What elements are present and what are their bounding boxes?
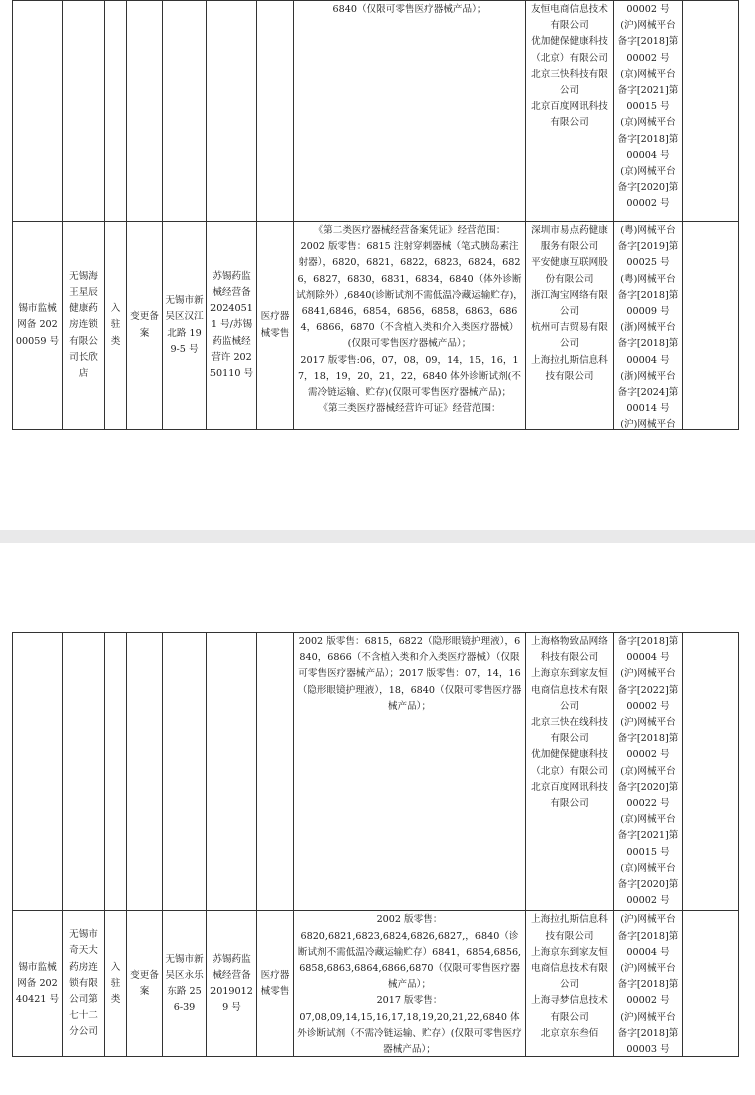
platform-record: (京)网械平台备字[2021]第 00015 号 xyxy=(617,814,682,858)
scope-line: 07,08,09,14,15,16,17,18,19,20,21,22,6840 体外诊断试剂（不需冷链运输、贮存）(仅限可零售医疗器械产品）； xyxy=(297,1011,522,1056)
platform-name: 平安健康互联网股份有限公司 xyxy=(531,257,608,285)
platform-record-cell xyxy=(614,1,683,222)
scope-cell xyxy=(294,633,526,911)
page-2 xyxy=(0,543,755,1095)
platform-record: (沪)网械平台备字[2018]第 00003 号 xyxy=(617,1011,682,1056)
platform-name: 优加健保健康科技（北京）有限公司 xyxy=(531,749,608,777)
platform-name: 北京百度网讯科技有限公司 xyxy=(531,781,608,810)
platform-name: 北京三快在线科技有限公司 xyxy=(531,717,608,745)
platform-record: (沪)网械平台备字[2018]第 00002 号 xyxy=(617,717,682,761)
platform-cell xyxy=(526,911,614,1057)
license-cell: 苏锡药监械经营备 20190129 号 xyxy=(207,911,257,1057)
platform-record: (京)网械平台备字[2021]第 00015 号 xyxy=(617,68,682,113)
platform-record: (浙)网械平台备字[2024]第 00014 号 xyxy=(617,370,682,415)
scope-line: 2002 版零售：6815，6822（隐形眼镜护理液），6840，6866（不含植入类和介入类医疗器械）（仅限可零售医疗器械产品）；2017 版零售：07，14，16（隐形眼镜护理液），18，6840（仅限可零售医疗器械产品）； xyxy=(297,636,522,712)
record-no-cell: 锡市监械网备 20200059 号 xyxy=(13,222,63,430)
platform-record: (粤)网械平台备字[2019]第 00025 号 xyxy=(617,225,682,269)
category-cell: 医疗器械零售 xyxy=(257,222,294,430)
table-row xyxy=(13,911,739,1057)
platform-record-cell xyxy=(614,911,683,1057)
scope-line: 2017 版零售:06，07，08，09，14，15，16，17，18，19，20，21，22，6840 体外诊断试剂(不需冷链运输、贮存)(仅限可零售医疗器械产品)； xyxy=(297,354,522,399)
platform-name: 上海拉扎斯信息科技有限公司 xyxy=(531,354,608,382)
license-cell: 苏锡药监械经营备 20240511 号/苏锡药监械经营许 20250110 号 xyxy=(207,222,257,430)
category-cell xyxy=(257,633,294,911)
scope-line: 6820,6821,6823,6824,6826,6827,，6840（诊断试剂不需低温冷藏运输贮存）6841，6854,6856,6858,6863,6864,6866,6870（仅限可零售医疗器械产品）； xyxy=(297,930,522,991)
scope-cell xyxy=(294,911,526,1057)
action-cell: 变更备案 xyxy=(127,222,163,430)
platform-name: 浙江淘宝网络有限公司 xyxy=(531,289,608,318)
address-cell: 无锡市新吴区永乐东路 256-39 xyxy=(163,911,207,1057)
platform-record: (浙)网械平台备字[2018]第 00004 号 xyxy=(617,322,682,366)
company-cell xyxy=(63,1,105,222)
platform-name: 北京三快科技有限公司 xyxy=(531,68,608,97)
company-cell: 无锡市奇天大药房连锁有限公司第七十二分公司 xyxy=(63,911,105,1057)
address-cell xyxy=(163,633,207,911)
category-cell: 医疗器械零售 xyxy=(257,911,294,1057)
platform-record: 00002 号 xyxy=(626,4,670,15)
record-no-cell: 锡市监械网备 20240421 号 xyxy=(13,911,63,1057)
platform-name: 上海京东到家友恒电商信息技术有限公司 xyxy=(531,946,608,991)
platform-record-cell xyxy=(614,222,683,430)
page-1 xyxy=(0,0,755,530)
platform-name: 北京京东叁佰 xyxy=(540,1027,599,1039)
platform-record: (京)网械平台备字[2018]第 00004 号 xyxy=(617,117,682,161)
scope-cell xyxy=(294,222,526,430)
type-cell xyxy=(105,1,127,222)
platform-name: 上海拉扎斯信息科技有限公司 xyxy=(531,914,608,942)
platform-cell xyxy=(526,1,614,222)
remark-cell xyxy=(683,911,739,1057)
scope-line: 《第三类医疗器械经营许可证》经营范围： xyxy=(318,403,501,415)
address-cell: 无锡市新吴区汉江北路 199-5 号 xyxy=(163,222,207,430)
platform-record: (京)网械平台备字[2020]第 00002 号 xyxy=(617,166,682,210)
platform-record: 备字[2018]第 00004 号 xyxy=(617,636,682,664)
platform-record: (沪)网械平台备字[2018]第 00002 号 xyxy=(617,963,682,1007)
category-cell xyxy=(257,1,294,222)
page-separator xyxy=(0,530,755,543)
table-row xyxy=(13,1,739,222)
platform-record: (沪)网械平台 xyxy=(620,419,676,431)
type-cell xyxy=(105,633,127,911)
type-cell: 入驻类 xyxy=(105,911,127,1057)
platform-name: 优加健保健康科技（北京）有限公司 xyxy=(531,36,608,64)
platform-record-cell xyxy=(614,633,683,911)
platform-name: 上海格物致品网络科技有限公司 xyxy=(531,636,608,664)
table-row xyxy=(13,633,739,911)
remark-cell xyxy=(683,222,739,430)
record-no-cell xyxy=(13,633,63,911)
action-cell xyxy=(127,1,163,222)
company-cell xyxy=(63,633,105,911)
action-cell xyxy=(127,633,163,911)
scope-cell xyxy=(294,1,526,222)
record-table-page-2 xyxy=(12,632,739,1057)
platform-record: (京)网械平台备字[2020]第 00022 号 xyxy=(617,765,682,810)
platform-record: (沪)网械平台备字[2018]第 00002 号 xyxy=(617,20,682,64)
platform-cell xyxy=(526,222,614,430)
scope-line: 2017 版零售： xyxy=(376,995,443,1007)
platform-record: (沪)网械平台备字[2018]第 00004 号 xyxy=(617,914,682,958)
remark-cell xyxy=(683,1,739,222)
platform-name: 杭州可吉贸易有限公司 xyxy=(531,322,608,350)
platform-record: (京)网械平台备字[2020]第 00002 号 xyxy=(617,862,682,907)
platform-record: (沪)网械平台备字[2022]第 00002 号 xyxy=(617,668,682,712)
platform-name: 北京百度网讯科技有限公司 xyxy=(531,101,608,129)
platform-name: 深圳市易点药健康服务有限公司 xyxy=(531,225,608,253)
license-cell xyxy=(207,633,257,911)
license-cell xyxy=(207,1,257,222)
scope-line: 6840（仅限可零售医疗器械产品）； xyxy=(332,4,487,15)
type-cell: 入驻类 xyxy=(105,222,127,430)
table-row xyxy=(13,222,739,430)
scope-line: 2002 版零售：6815 注射穿刺器械（笔式胰岛素注射器），6820，6821，6822，6823，6824，6826，6827，6830，6831，6834，6840（体外诊断试剂除外）,6840(诊断试剂不需低温冷藏运输贮存)，6841,6846，6854，6856，6858，6863，6864，6866，6870（不含植入类和介入类医疗器械）(仅限可零售医疗器械产品）； xyxy=(296,241,523,350)
address-cell xyxy=(163,1,207,222)
platform-record: (粤)网械平台备字[2018]第 00009 号 xyxy=(617,273,682,318)
record-table-page-1 xyxy=(12,0,739,430)
platform-cell xyxy=(526,633,614,911)
company-cell: 无锡海王星辰健康药房连锁有限公司长欣店 xyxy=(63,222,105,430)
action-cell: 变更备案 xyxy=(127,911,163,1057)
record-no-cell xyxy=(13,1,63,222)
scope-line: 2002 版零售： xyxy=(376,914,443,926)
scope-line: 《第二类医疗器械经营备案凭证》经营范围： xyxy=(313,225,506,236)
platform-name: 上海京东到家友恒电商信息技术有限公司 xyxy=(531,668,608,712)
platform-name: 上海寻梦信息技术有限公司 xyxy=(531,995,608,1023)
platform-name: 友恒电商信息技术有限公司 xyxy=(531,4,608,32)
remark-cell xyxy=(683,633,739,911)
